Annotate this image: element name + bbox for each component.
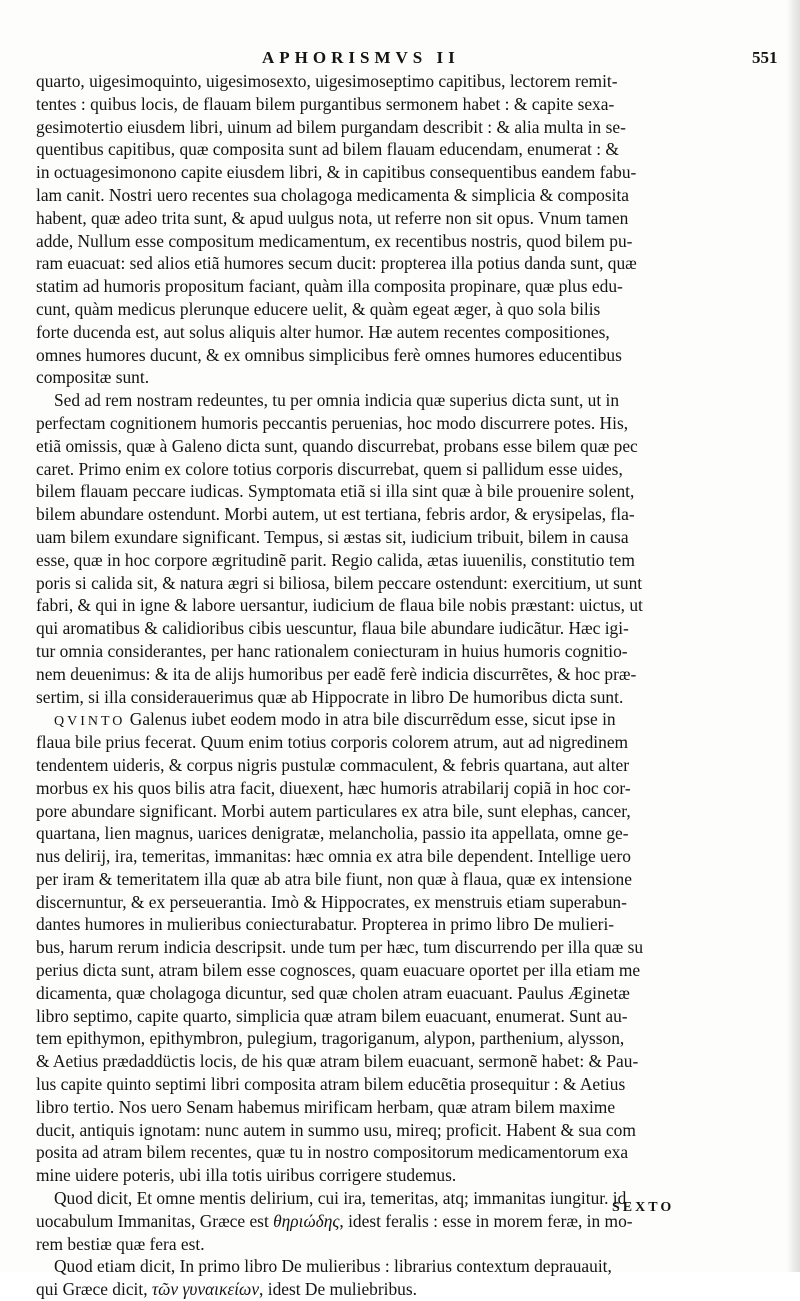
text-segment: fabri, & qui in igne & labore uersantur, iudicium de flaua bile nobis præstant: uictus, ut xyxy=(36,595,643,616)
text-line xyxy=(36,252,686,275)
text-line xyxy=(36,686,686,709)
text-segment: bus, harum rerum indicia descripsit. unde tum per hæc, tum discurrendo per illa quæ su xyxy=(36,937,644,958)
text-segment: Galenus iubet eodem modo in atra bile discurrẽdum esse, sicut ipse in xyxy=(125,709,616,730)
text-segment: quarto, uigesimoquinto, uigesimosexto, uigesimoseptimo capitibus, lectorem remit- xyxy=(36,71,618,91)
paragraph-1 xyxy=(36,70,686,389)
text-line xyxy=(36,93,686,116)
text-line xyxy=(36,458,686,481)
text-line xyxy=(36,572,686,595)
text-line xyxy=(36,1050,686,1073)
text-segment: quartana, lien magnus, uarices denigratæ, melancholia, passio ita appellata, omne ge- xyxy=(36,823,629,844)
paragraph-2 xyxy=(36,389,686,708)
text-segment: pore abundare significant. Morbi autem particulares ex atra bile, sunt elephas, cancer, xyxy=(36,800,631,821)
text-segment: perfectam cognitionem humoris peccantis peruenias, hoc modo discurrere potes. His, xyxy=(36,412,629,433)
text-line xyxy=(36,1141,686,1164)
text-segment: compositæ sunt. xyxy=(36,367,150,388)
text-line xyxy=(36,617,686,640)
text-line xyxy=(36,663,686,686)
text-line xyxy=(36,184,686,207)
text-line xyxy=(36,868,686,891)
text-line xyxy=(36,594,686,617)
text-line xyxy=(36,822,686,845)
text-segment: , idest feralis : esse in morem feræ, in mo- xyxy=(339,1210,633,1231)
text-line xyxy=(36,1027,686,1050)
text-line xyxy=(36,389,686,412)
text-line xyxy=(36,435,686,458)
text-segment: posita ad atram bilem recentes, quæ tu in nostro compositorum medicamentorum exa xyxy=(36,1142,629,1163)
text-segment: statim ad humoris propositum faciant, quàm illa composita propinare, quæ plus edu- xyxy=(36,276,623,297)
text-line: Quod dicit, Et omne mentis delirium, cui ira, temeritas, atq; immanitas iungitur. id xyxy=(54,1188,627,1209)
text-line xyxy=(36,230,686,253)
text-segment: qui Græce dicit, xyxy=(36,1279,148,1300)
text-segment: nus delirij, ira, temeritas, immanitas: hæc omnia ex atra bile dependent. Intellige uero xyxy=(36,846,631,867)
text-line xyxy=(36,161,686,184)
text-line xyxy=(36,1119,686,1142)
paragraph-5 xyxy=(36,1255,686,1301)
text-line xyxy=(36,982,686,1005)
text-line xyxy=(36,754,686,777)
text-line xyxy=(36,412,686,435)
text-segment: mine uidere poteris, ubi illa totis uiribus corrigere studemus. xyxy=(36,1165,457,1186)
text-segment: forte ducenda est, aut solus aliquis alter humor. Hæ autem recentes compositiones, xyxy=(36,321,610,342)
paragraph-4 xyxy=(36,1187,686,1255)
text-segment: lus capite quinto septimi libri composita atram bilem educẽtia prosequitur : & Aetius xyxy=(36,1074,626,1095)
text-segment: omnes humores ducunt, & ex omnibus simplicibus ferè omnes humores educentibus xyxy=(36,344,622,365)
text-segment: , idest De muliebribus. xyxy=(259,1279,417,1300)
text-line xyxy=(36,275,686,298)
page-header xyxy=(0,48,800,72)
text-line xyxy=(36,936,686,959)
text-line xyxy=(36,731,686,754)
text-segment: discernuntur, & ex perseuerantia. Imò & Hippocrates, ex menstruis etiam superabun- xyxy=(36,891,627,912)
text-segment: cunt, quàm medicus plerunque educere uelit, & quàm egeat æger, à quo sola bilis xyxy=(36,298,601,319)
text-line xyxy=(36,1096,686,1119)
text-segment: tentes : quibus locis, de flauam bilem purgantibus sermonem habet : & capite sexa- xyxy=(36,93,615,114)
text-line xyxy=(36,1005,686,1028)
text-line xyxy=(36,959,686,982)
text-line xyxy=(36,549,686,572)
text-segment: lam canit. Nostri uero recentes sua cholagoga medicamenta & simplicia & composita xyxy=(36,184,630,205)
text-segment: qui aromatibus & calidioribus cibis uescuntur, flaua bile abundare iudicãtur. Hæc igi- xyxy=(36,618,629,639)
text-segment: sertim, si illa considerauerimus quæ ab Hippocrate in libro De humoribus dicta sunt. xyxy=(36,686,624,707)
text-line xyxy=(36,1278,686,1301)
text-segment: & Aetius prædaddüctis locis, de his quæ atram bilem euacuant, sermonẽ habet: & Pau- xyxy=(36,1051,639,1072)
greek-word: θηριώδης xyxy=(273,1210,340,1231)
text-line xyxy=(36,1073,686,1096)
text-segment: uam bilem exundare significant. Tempus, si æstas sit, iudicium tribuit, bilem in causa xyxy=(36,526,629,547)
running-head: APHORISMVS II xyxy=(262,48,460,67)
paragraph-3 xyxy=(36,708,686,1187)
text-segment: tur omnia considerantes, per hanc rationalem coniecturam in huius humoris cognitio- xyxy=(36,640,628,661)
text-segment: libro septimo, capite quarto, simplicia quæ atram bilem euacuant, enumerat. Sunt au- xyxy=(36,1005,628,1026)
text-segment: flaua bile prius fecerat. Quum enim totius corporis colorem atrum, aut ad nigredinem xyxy=(36,732,629,753)
text-segment: in octuagesimonono capite eiusdem libri, & in capitibus consequentibus eandem fabu- xyxy=(36,162,637,183)
text-segment: ram euacuat: sed alios etiã humores secum ducit: propterea illa potius danda sunt, quæ xyxy=(36,253,637,274)
text-line xyxy=(36,526,686,549)
text-line xyxy=(36,298,686,321)
text-line xyxy=(36,366,686,389)
text-line xyxy=(36,480,686,503)
text-line xyxy=(36,708,686,731)
text-block xyxy=(36,70,686,1301)
text-segment: nem deuenimus: & ita de alijs humoribus per eadẽ ferè indicia discurrẽtes, & hoc præ- xyxy=(36,663,637,684)
text-line xyxy=(36,913,686,936)
text-segment: bilem flauam peccare iudicas. Symptomata etiã si illa sint quæ à bile prouenire solent, xyxy=(36,481,635,502)
text-line: Quod etiam dicit, In primo libro De mulieribus : librarius contextum deprauauit, xyxy=(54,1256,612,1277)
text-segment: dicamenta, quæ cholagoga dicuntur, sed quæ cholen atram euacuant. Paulus Æginetæ xyxy=(36,982,630,1003)
text-segment: caret. Primo enim ex colore totius corporis discurrebat, quem si pallidum esse uides, xyxy=(36,458,623,479)
text-line xyxy=(36,138,686,161)
catchword: SEXTO xyxy=(612,1200,675,1215)
text-line xyxy=(36,891,686,914)
text-segment: quentibus capitibus, quæ composita sunt ad bilem flauam educendam, enumerat : & xyxy=(36,139,619,160)
text-line xyxy=(36,777,686,800)
text-line xyxy=(36,845,686,868)
text-line: rem bestiæ quæ fera est. xyxy=(36,1233,205,1254)
text-line xyxy=(36,640,686,663)
section-lead-word: QVINTO xyxy=(54,714,126,730)
text-segment: libro tertio. Nos uero Senam habemus mirificam herbam, quæ atram bilem maxime xyxy=(36,1096,616,1117)
page-edge-shadow xyxy=(786,0,800,1272)
text-line xyxy=(36,1210,686,1233)
text-segment: etiã omissis, quæ à Galeno dicta sunt, quando discurrebat, probans esse bilem quæ pec xyxy=(36,435,638,456)
text-segment: ducit, antiquis ignotam: nunc autem in summo usu, mireq; proficit. Habent & sua com xyxy=(36,1119,636,1140)
text-line xyxy=(36,344,686,367)
text-segment: dantes humores in mulieribus coniecturabatur. Propterea in primo libro De mulieri- xyxy=(36,914,615,935)
text-segment: morbus ex his quos bilis atra facit, diuexent, hæc humoris atrabilarij copiã in hoc cor- xyxy=(36,777,631,798)
text-segment: perius dicta sunt, atram bilem esse cognosces, quam euacuare oportet per illa etiam me xyxy=(36,960,641,981)
text-segment: poris si calida sit, & natura ægri si biliosa, bilem peccare ostendunt: exercitium, ut sunt xyxy=(36,572,643,593)
text-line xyxy=(36,503,686,526)
page-number: 551 xyxy=(752,48,778,67)
text-segment: tem epithymon, epithymbron, pulegium, tragoriganum, alypon, parthenium, alysson, xyxy=(36,1028,625,1049)
text-line xyxy=(36,800,686,823)
text-segment: gesimotertio eiusdem libri, uinum ad bilem purgandam describit : & alia multa in se- xyxy=(36,116,626,137)
text-line xyxy=(36,321,686,344)
text-segment: per iram & temeritatem illa quæ ab atra bile fiunt, non quæ à flaua, quæ ex intensione xyxy=(36,868,632,889)
text-segment: uocabulum Immanitas, Græce est xyxy=(36,1210,269,1231)
text-line xyxy=(36,70,686,93)
text-line xyxy=(36,1164,686,1187)
text-line xyxy=(36,207,686,230)
text-line xyxy=(36,116,686,139)
greek-word: τῶν γυναικείων xyxy=(151,1279,260,1300)
text-segment: adde, Nullum esse compositum medicamentum, ex recentibus nostris, quod bilem pu- xyxy=(36,230,633,251)
text-segment: tendentem uideris, & corpus nigris pustulæ commaculent, & febris quartana, aut alter xyxy=(36,754,630,775)
text-segment: habent, quæ adeo trita sunt, & apud uulgus nota, ut referre non sit opus. Vnum tamen xyxy=(36,207,629,228)
text-segment: Sed ad rem nostram redeuntes, tu per omnia indicia quæ superius dicta sunt, ut in xyxy=(54,390,620,411)
text-segment: bilem abundare ostendunt. Morbi autem, ut est tertiana, febris ardor, & erysipelas, fla- xyxy=(36,504,635,525)
text-segment: esse, quæ in hoc corpore ægritudinẽ parit. Regio calida, ætas iuuenilis, constitutio tem xyxy=(36,549,635,570)
